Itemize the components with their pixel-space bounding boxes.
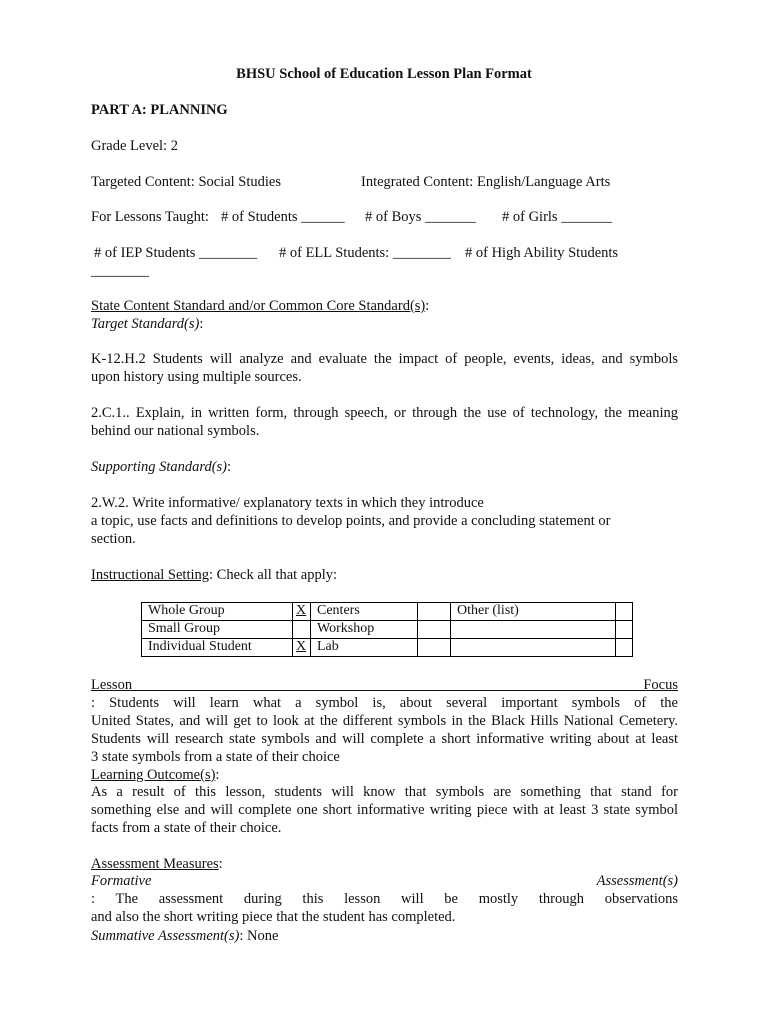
lesson-focus-line4: 3 state symbols from a state of their choice: [91, 749, 340, 765]
summative-assessment: [91, 927, 278, 945]
table-row: [142, 639, 633, 657]
formative-label: Formative Assessment(s): [91, 873, 678, 889]
standard-2c1-line2: behind our national symbols.: [91, 423, 260, 439]
standard-k12-line2: upon history using multiple sources.: [91, 369, 302, 385]
option-check-cell[interactable]: [418, 621, 451, 639]
standard-2c1-line1: 2.C.1.. Explain, in written form, through speech, or through the use of technology, the meaning: [91, 405, 678, 421]
instructional-setting-rest: : Check all that apply:: [209, 567, 338, 583]
formative-assessment: [91, 872, 678, 926]
supporting-standard-colon: :: [227, 459, 232, 475]
assessment-measures-label: [91, 855, 223, 873]
assessment-measures-text: Assessment Measures: [91, 856, 219, 872]
learning-outcomes-line2: something else and will complete one short informative writing piece with at least 3 state symbol: [91, 802, 678, 818]
supporting-standard-label: [91, 458, 231, 476]
part-a-heading: PART A: PLANNING: [91, 102, 228, 118]
standard-k12-h2: [91, 350, 678, 386]
lesson-focus-line3: Students will research state symbols and will complete a short informative writing about at least: [91, 731, 678, 747]
setting-cell: Whole Group: [142, 603, 293, 621]
lesson-focus-line1: [91, 676, 678, 712]
standard-2w2-line2: a topic, use facts and definitions to develop points, and provide a concluding statement or: [91, 513, 611, 529]
learning-outcomes-body: [91, 783, 678, 837]
learning-outcomes-text: Learning Outcome(s): [91, 767, 216, 783]
other-check-cell[interactable]: [616, 603, 633, 621]
standard-k12-line1: K-12.H.2 Students will analyze and evaluate the impact of people, events, ideas, and symbols: [91, 351, 678, 367]
high-ability-blank: ________: [91, 263, 149, 279]
target-standard-colon: :: [199, 316, 204, 332]
standards-heading-text: State Content Standard and/or Common Core Standard(s): [91, 298, 426, 314]
setting-check-cell[interactable]: [293, 621, 311, 639]
option-check-cell[interactable]: [418, 603, 451, 621]
supporting-standard-text: Supporting Standard(s): [91, 459, 228, 475]
option-cell: Lab: [311, 639, 418, 657]
setting-cell: Individual Student: [142, 639, 293, 657]
option-cell: Centers: [311, 603, 418, 621]
other-cell: Other (list): [451, 603, 616, 621]
table-row: [142, 603, 633, 621]
ell-count-field: # of ELL Students: ________: [279, 245, 451, 261]
summative-value: : None: [239, 928, 279, 944]
target-standard-text: Target Standard(s): [91, 316, 200, 332]
boys-count-field: # of Boys _______: [365, 209, 476, 225]
summative-label: Summative Assessment(s): [91, 928, 240, 944]
other-check-cell[interactable]: [616, 639, 633, 657]
formative-text1: : The assessment during this lesson will be mostly through observations: [91, 891, 678, 907]
option-check-cell[interactable]: [418, 639, 451, 657]
integrated-content: Integrated Content: English/Language Arts: [361, 174, 611, 190]
girls-count-field: # of Girls _______: [502, 209, 612, 225]
lesson-focus-label: Lesson Focus: [91, 677, 678, 693]
other-cell: [451, 621, 616, 639]
high-ability-label: # of High Ability Students: [465, 245, 619, 261]
students-count-field: # of Students ______: [221, 209, 345, 225]
setting-cell: Small Group: [142, 621, 293, 639]
formative-line1: [91, 872, 678, 908]
learning-outcomes-line3: facts from a state of their choice.: [91, 820, 282, 836]
other-cell: [451, 639, 616, 657]
learning-outcomes-label: [91, 766, 219, 784]
grade-level: Grade Level: 2: [91, 138, 178, 154]
learning-outcomes-line1: As a result of this lesson, students will know that symbols are something that stand for: [91, 784, 678, 800]
formative-line2: and also the short writing piece that the student has completed.: [91, 909, 456, 925]
setting-check-cell[interactable]: X: [293, 639, 311, 657]
instructional-setting-text: Instructional Setting: [91, 567, 209, 583]
table-row: [142, 621, 633, 639]
standard-2w2-line3: section.: [91, 531, 136, 547]
lesson-focus-line2: United States, and will get to look at the different symbols in the Black Hills National Cemetery.: [91, 713, 678, 729]
instructional-setting-label: [91, 566, 337, 584]
learning-outcomes-colon: :: [215, 767, 220, 783]
target-standard-label: [91, 315, 203, 333]
lesson-focus: [91, 676, 678, 766]
lessons-taught-label: For Lessons Taught:: [91, 209, 209, 225]
assessment-measures-colon: :: [218, 856, 223, 872]
other-check-cell[interactable]: [616, 621, 633, 639]
standards-heading: [91, 297, 429, 315]
iep-count-field: # of IEP Students ________: [94, 245, 257, 261]
standards-heading-colon: :: [425, 298, 430, 314]
setting-check-cell[interactable]: X: [293, 603, 311, 621]
targeted-content: Targeted Content: Social Studies: [91, 174, 282, 190]
instructional-setting-table: [141, 602, 633, 657]
document-title: BHSU School of Education Lesson Plan Format: [236, 66, 532, 82]
option-cell: Workshop: [311, 621, 418, 639]
standard-2c1: [91, 404, 678, 440]
standard-2w2-line1: 2.W.2. Write informative/ explanatory texts in which they introduce: [91, 495, 484, 511]
lesson-focus-text1: : Students will learn what a symbol is, about several important symbols of the: [91, 695, 678, 711]
